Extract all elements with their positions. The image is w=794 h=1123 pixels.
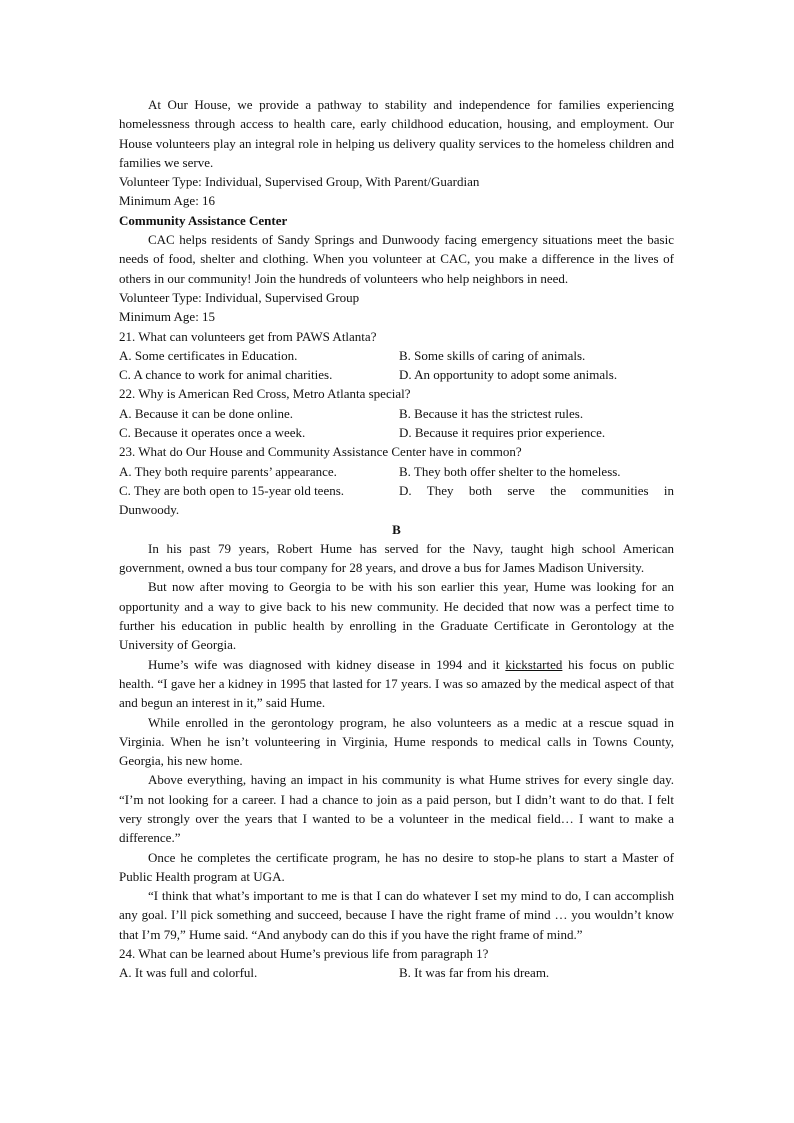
cac-volunteer-type: Volunteer Type: Individual, Supervised Group [119, 289, 360, 305]
question-21-stem: 21. What can volunteers get from PAWS Atlanta? [119, 328, 377, 344]
section-b-label: B [392, 521, 401, 537]
question-21-options-cd [119, 365, 674, 384]
passage-b-paragraph-7: “I think that what’s important to me is that I can do whatever I set my mind to do, I can accomplish any goal. I’ll pick something and succeed, because I have the right frame of mind … you wouldn’t know that I’m 79,” Hume said. “And anybody can do this if you have the right frame of mind.” [119, 888, 674, 942]
question-22-options-ab [119, 404, 674, 423]
our-house-description: At Our House, we provide a pathway to stability and independence for families experiencing homelessness through access to health care, early childhood education, housing, and employment. Our House volunteers play an integral role in helping us delivery quality services to the homeless children and families we serve. [119, 97, 674, 170]
passage-b-paragraph-5: Above everything, having an impact in his community is what Hume strives for every single day. “I’m not looking for a career. I had a chance to join as a paid person, but I didn’t want to do that. I felt very strongly over the years that I wanted to be a volunteer in the medical field… I want to make a difference.” [119, 772, 674, 846]
our-house-volunteer-type: Volunteer Type: Individual, Supervised Group, With Parent/Guardian [119, 174, 480, 190]
question-21-option-a: A. Some certificates in Education. [119, 347, 298, 363]
cac-minimum-age: Minimum Age: 15 [119, 309, 216, 325]
question-21-option-c: C. A chance to work for animal charities. [119, 367, 333, 383]
question-21-options-ab [119, 346, 674, 365]
underlined-word-kickstarted: kickstarted [505, 656, 563, 672]
question-24-stem: 24. What can be learned about Hume’s previous life from paragraph 1? [119, 946, 489, 962]
passage-b-paragraph-1: In his past 79 years, Robert Hume has served for the Navy, taught high school American government, owned a bus tour company for 28 years, and drove a bus for James Madison University. [119, 540, 674, 576]
cac-title: Community Assistance Center [119, 212, 288, 228]
question-22-stem: 22. Why is American Red Cross, Metro Atlanta special? [119, 386, 411, 402]
passage-b-paragraph-6: Once he completes the certificate program, he has no desire to stop-he plans to start a Master of Public Health program at UGA. [119, 849, 674, 884]
question-22-option-b: B. Because it has the strictest rules. [399, 405, 584, 421]
question-21-option-b: B. Some skills of caring of animals. [399, 347, 586, 363]
question-22-option-c: C. Because it operates once a week. [119, 425, 306, 441]
passage-b-paragraph-4: While enrolled in the gerontology program, he also volunteers as a medic at a rescue squad in Virginia. When he isn’t volunteering in Virginia, Hume responds to medical calls in Towns County, Georgia, his new home. [119, 714, 674, 769]
question-23-options-ab [119, 462, 674, 481]
question-23-option-a: A. They both require parents’ appearance. [119, 463, 337, 479]
question-23-option-b: B. They both offer shelter to the homeless. [399, 463, 621, 479]
question-22-options-cd [119, 423, 674, 442]
question-23-stem: 23. What do Our House and Community Assistance Center have in common? [119, 444, 522, 460]
question-23-option-c: C. They are both open to 15-year old teens. [119, 482, 345, 498]
question-22-option-a: A. Because it can be done online. [119, 405, 293, 421]
question-23-option-d: D. They both serve the communities in [399, 482, 674, 498]
question-23-option-d-continued: Dunwoody. [119, 502, 180, 518]
our-house-minimum-age: Minimum Age: 16 [119, 193, 216, 209]
paragraph-3-text-after: his focus on public health. “I gave her a kidney in 1995 that lasted for 17 years. I was so amazed by the medical aspect of that and begun an interest in it,” said Hume. [119, 656, 675, 711]
passage-b-paragraph-2: But now after moving to Georgia to be with his son earlier this year, Hume was looking for an opportunity and a way to give back to his new community. He decided that now was a perfect time to further his education in public health by enrolling in the Graduate Certificate in Gerontology at the University of Georgia. [119, 579, 674, 653]
question-24-options-ab [119, 963, 674, 982]
cac-description: CAC helps residents of Sandy Springs and Dunwoody facing emergency situations meet the basic needs of food, shelter and clothing. When you volunteer at CAC, you make a difference in the lives of others in our community! Join the hundreds of volunteers who help neighbors in need. [119, 232, 674, 286]
question-24-option-a: A. It was full and colorful. [119, 965, 258, 981]
question-23-options-cd [119, 481, 674, 500]
document-page [119, 95, 674, 983]
question-21-option-d: D. An opportunity to adopt some animals. [399, 367, 618, 383]
passage-b-paragraph-3 [119, 655, 674, 713]
paragraph-3-text-before: Hume’s wife was diagnosed with kidney disease in 1994 and it [148, 656, 506, 672]
question-22-option-d: D. Because it requires prior experience. [399, 425, 606, 441]
question-24-option-b: B. It was far from his dream. [399, 965, 550, 981]
